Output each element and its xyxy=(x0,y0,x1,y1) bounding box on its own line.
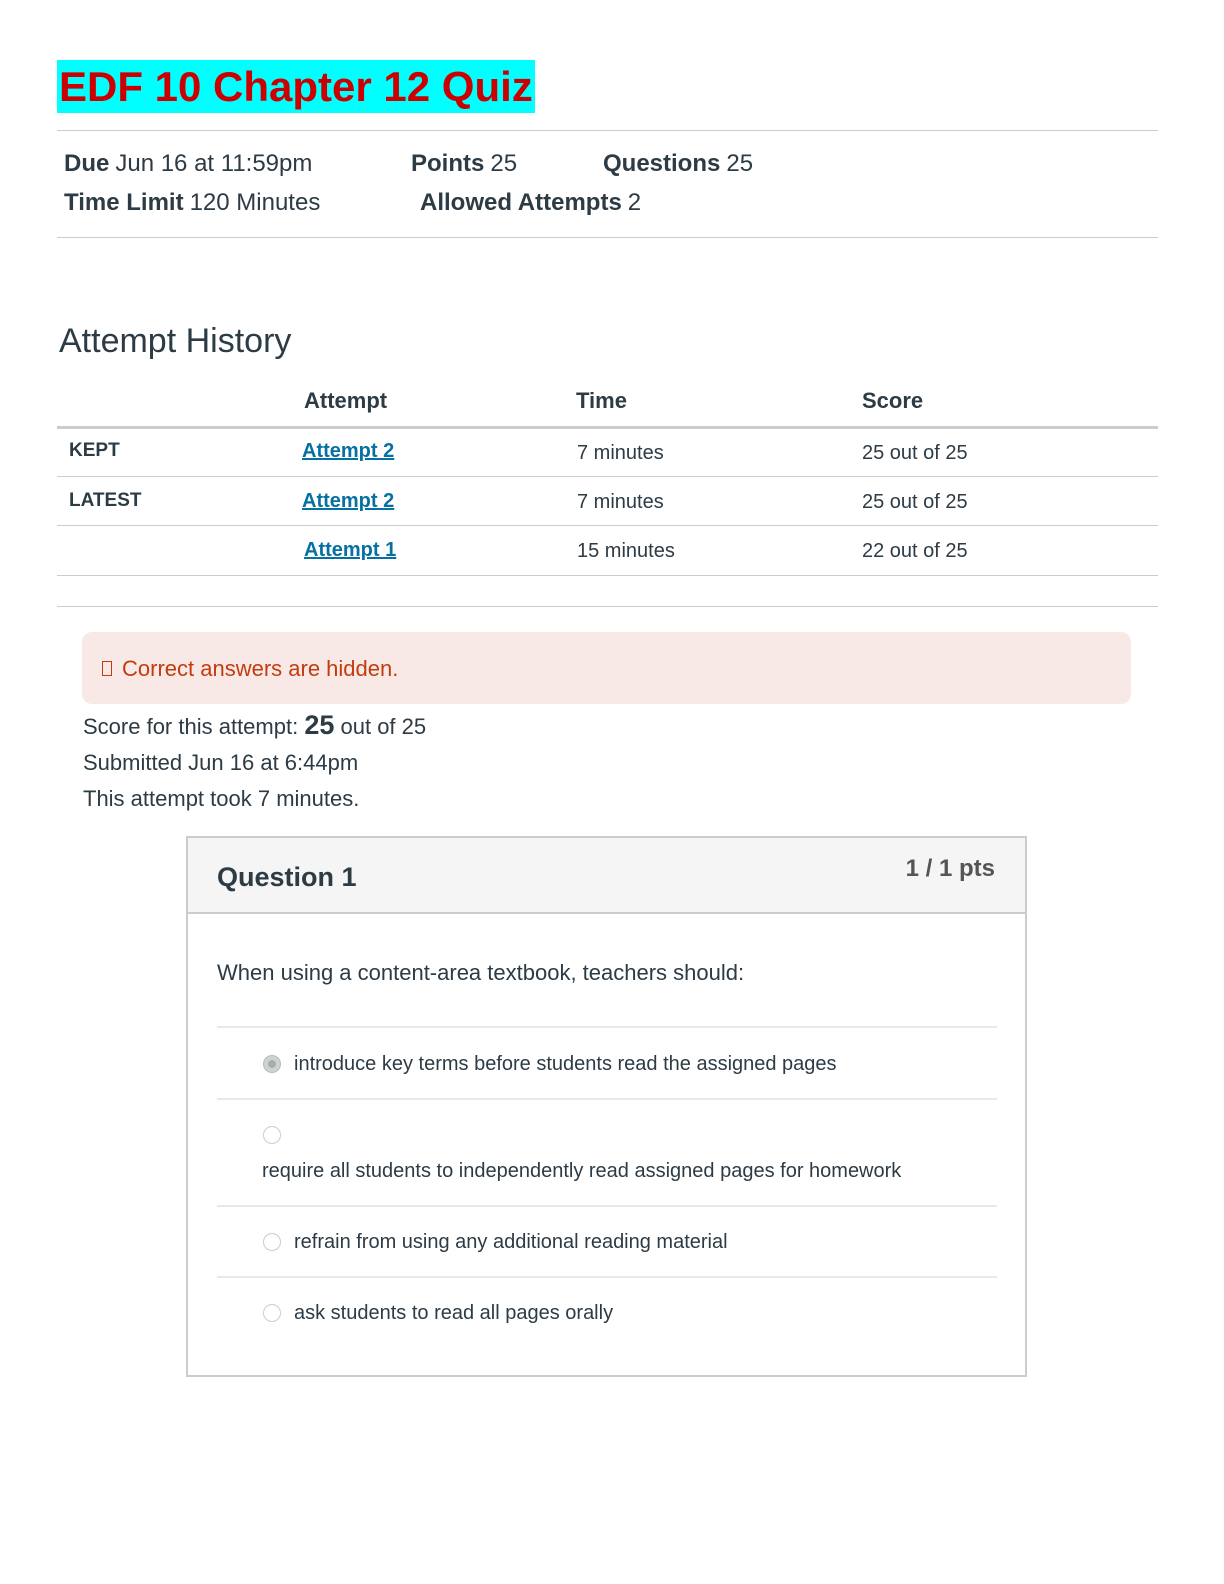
divider xyxy=(57,237,1158,238)
column-header-score: Score xyxy=(862,388,924,413)
due-value: Jun 16 at 11:59pm xyxy=(115,150,313,177)
question-points: 1 / 1 pts xyxy=(905,855,995,882)
answer-text: refrain from using any additional reading material xyxy=(294,1231,728,1253)
answer-divider xyxy=(217,1205,997,1207)
row-label: KEPT xyxy=(69,440,120,461)
attempt-score: 25 out of 25 xyxy=(862,491,968,513)
submitted-line: Submitted Jun 16 at 6:44pm xyxy=(83,750,359,775)
table-row-divider xyxy=(57,525,1158,526)
column-header-attempt: Attempt xyxy=(304,388,388,413)
score-value: 25 xyxy=(304,710,335,740)
questions-meta xyxy=(603,150,753,178)
time-limit-meta xyxy=(64,189,320,217)
attempt-time: 15 minutes xyxy=(577,540,675,562)
points-value: 25 xyxy=(490,150,518,177)
answer-radio[interactable] xyxy=(263,1304,281,1322)
quiz-title: EDF 10 Chapter 12 Quiz xyxy=(57,60,535,113)
due-meta xyxy=(64,150,312,178)
attempt-history-title: Attempt History xyxy=(59,322,292,360)
answer-text: ask students to read all pages orally xyxy=(294,1302,614,1324)
table-row-divider xyxy=(57,476,1158,477)
attempt-link[interactable]: Attempt 1 xyxy=(304,539,397,561)
questions-label: Questions xyxy=(603,150,721,177)
hidden-answers-alert xyxy=(82,632,1131,704)
answer-divider xyxy=(217,1276,997,1278)
attempt-score-line xyxy=(83,710,426,741)
time-limit-value: 120 Minutes xyxy=(189,189,321,216)
attempt-link[interactable]: Attempt 2 xyxy=(302,440,395,462)
duration-line: This attempt took 7 minutes. xyxy=(83,786,360,811)
alert-text: Correct answers are hidden. xyxy=(122,656,399,681)
row-label: LATEST xyxy=(69,490,142,511)
answer-divider xyxy=(217,1026,997,1028)
attempt-link[interactable]: Attempt 2 xyxy=(302,490,395,512)
answer-text: require all students to independently read assigned pages for homework xyxy=(262,1160,902,1182)
question-text: When using a content-area textbook, teachers should: xyxy=(217,960,745,985)
answer-radio[interactable] xyxy=(263,1233,281,1251)
allowed-attempts-meta xyxy=(420,189,641,217)
attempt-score: 25 out of 25 xyxy=(862,442,968,464)
table-row-divider xyxy=(57,575,1158,576)
due-label: Due xyxy=(64,150,110,177)
question-title: Question 1 xyxy=(217,862,357,892)
answer-radio[interactable] xyxy=(263,1126,281,1144)
answer-divider xyxy=(217,1098,997,1100)
answer-radio[interactable] xyxy=(263,1055,281,1073)
question-header xyxy=(188,838,1025,914)
divider xyxy=(57,130,1158,131)
points-meta xyxy=(411,150,517,178)
column-header-time: Time xyxy=(576,388,627,413)
question-card xyxy=(186,836,1027,1377)
divider xyxy=(57,606,1158,607)
questions-value: 25 xyxy=(726,150,754,177)
allowed-attempts-label: Allowed Attempts xyxy=(420,189,622,216)
points-label: Points xyxy=(411,150,485,177)
score-prefix: Score for this attempt: xyxy=(83,714,299,739)
time-limit-label: Time Limit xyxy=(64,189,184,216)
score-suffix: out of 25 xyxy=(340,714,427,739)
answer-text: introduce key terms before students read the assigned pages xyxy=(294,1053,837,1075)
table-header-divider xyxy=(57,426,1158,429)
attempt-time: 7 minutes xyxy=(577,442,664,464)
warning-icon xyxy=(102,661,112,676)
attempt-time: 7 minutes xyxy=(577,491,664,513)
allowed-attempts-value: 2 xyxy=(627,189,642,216)
attempt-score: 22 out of 25 xyxy=(862,540,968,562)
